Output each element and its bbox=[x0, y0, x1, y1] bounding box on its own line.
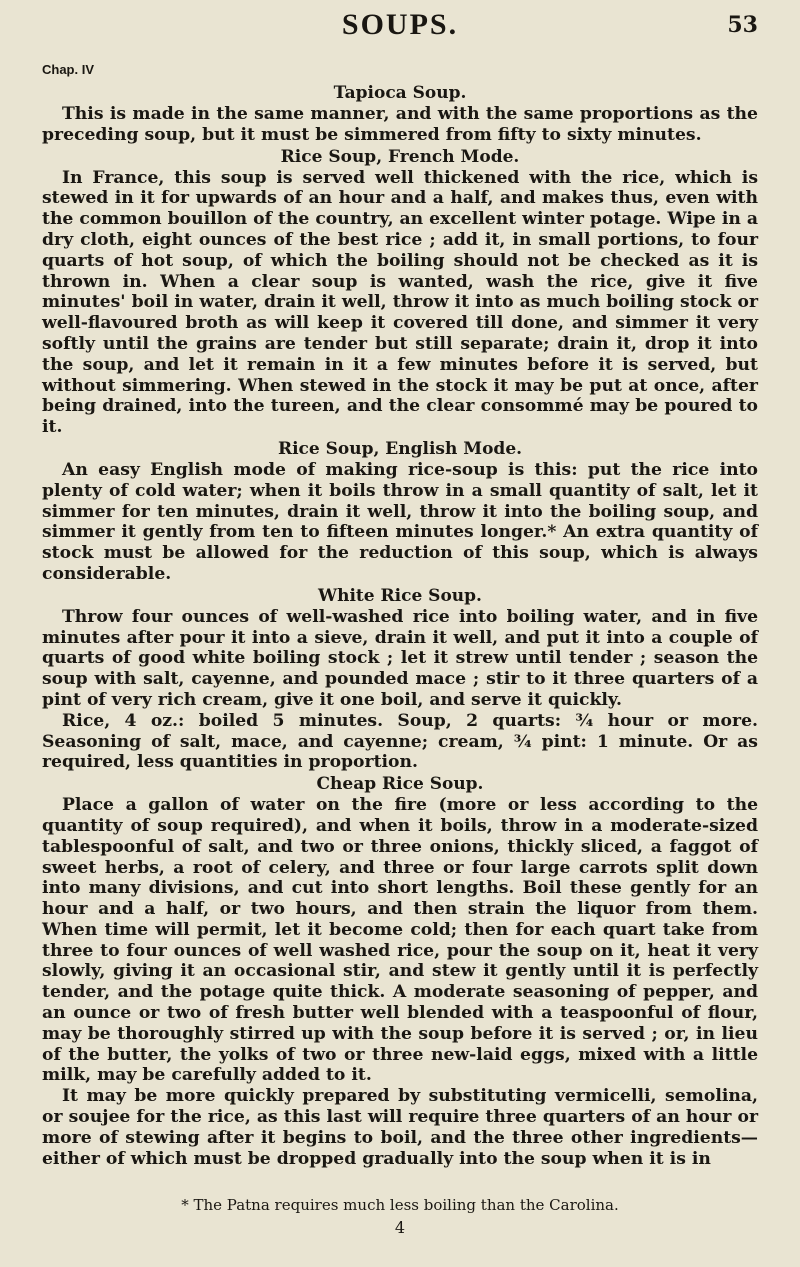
page-number: 53 bbox=[727, 12, 758, 38]
footnote: * The Patna requires much less boiling than the Carolina. bbox=[181, 1196, 619, 1215]
paragraph: Rice, 4 oz.: boiled 5 minutes. Soup, 2 quarts: ¾ hour or more. Seasoning of salt, mace, and cayenne; cream, ¾ pint: 1 minute. Or as required, less quantities in proportion. bbox=[42, 710, 758, 773]
signature-mark: 4 bbox=[394, 1218, 406, 1238]
book-page bbox=[42, 8, 758, 1237]
running-head bbox=[42, 8, 758, 54]
paragraph: Place a gallon of water on the fire (more or less according to the quantity of soup required), and when it boils, throw in a moderate-sized tablespoonful of salt, and two or three onions, thickly sliced, a faggot of sweet herbs, a root of celery, and three or four large carrots split down into many divisions, and cut into short lengths. Boil these gently for an hour and a half, or two hours, and then strain the liquor from them. When time will permit, let it become cold; then for each quart take from three to four ounces of well washed rice, pour the soup on it, heat it very slowly, giving it an occasional stir, and stew it gently until it is perfectly tender, and the potage quite thick. A moderate seasoning of pepper, and an ounce or two of fresh butter well blended with a teaspoonful of flour, may be thoroughly stirred up with the soup before it is served ; or, in lieu of the butter, the yolks of two or three new-laid eggs, mixed with a little milk, may be carefully added to it. bbox=[42, 795, 758, 1086]
section-heading-tapioca: Tapioca Soup. bbox=[333, 83, 467, 103]
section-heading-rice-english: Rice Soup, English Mode. bbox=[277, 438, 523, 459]
section-heading-white-rice: White Rice Soup. bbox=[318, 585, 482, 606]
section-heading-cheap-rice: Cheap Rice Soup. bbox=[316, 774, 484, 795]
paragraph: It may be more quickly prepared by substituting vermicelli, semolina, or soujee for the rice, as this last will require three quarters of an hour or more of stewing after it begins to boil, and the three other ingredients— either of which must be dropped gradually into the soup when it is in bbox=[42, 1086, 758, 1169]
running-title: SOUPS. bbox=[341, 8, 459, 41]
paragraph: Throw four ounces of well-washed rice into boiling water, and in five minutes after pour it into a sieve, drain it well, and put it into a couple of quarts of good white boiling stock ; let it strew until tender ; season the soup with salt, cayenne, and pounded mace ; stir to it three quarters of a pint of very rich cream, give it one boil, and serve it quickly. bbox=[42, 606, 758, 710]
paragraph: This is made in the same manner, and with the same proportions as the preceding soup, but it must be simmered from fifty to sixty minutes. bbox=[42, 104, 758, 145]
paragraph: An easy English mode of making rice-soup is this: put the rice into plenty of cold water; when it boils throw in a small quantity of salt, let it simmer for ten minutes, drain it well, throw it into the boiling soup, and simmer it gently from ten to fifteen minutes longer.* An extra quantity of stock must be allowed for the reduction of this soup, which is always considerable. bbox=[42, 459, 758, 584]
chapter-marker: Chap. IV bbox=[42, 62, 95, 77]
section-heading-rice-french: Rice Soup, French Mode. bbox=[280, 146, 520, 167]
paragraph: In France, this soup is served well thickened with the rice, which is stewed in it for upwards of an hour and a half, and makes thus, even with the common bouillon of the country, an excellent winter potage. Wipe in a dry cloth, eight ounces of the best rice ; add it, in small portions, to four quarts of hot soup, of which the boiling should not be checked as it is thrown in. When a clear soup is wanted, wash the rice, give it five minutes' boil in water, drain it well, throw it into as much boiling stock or well-flavoured broth as will keep it covered till done, and simmer it very softly until the grains are tender but still separate; drain it, drop it into the soup, and let it remain in it a few minutes before it is served, but without simmering. When stewed in the stock it may be put at once, after being drained, into the tureen, and the clear consommé may be poured to it. bbox=[42, 167, 758, 438]
